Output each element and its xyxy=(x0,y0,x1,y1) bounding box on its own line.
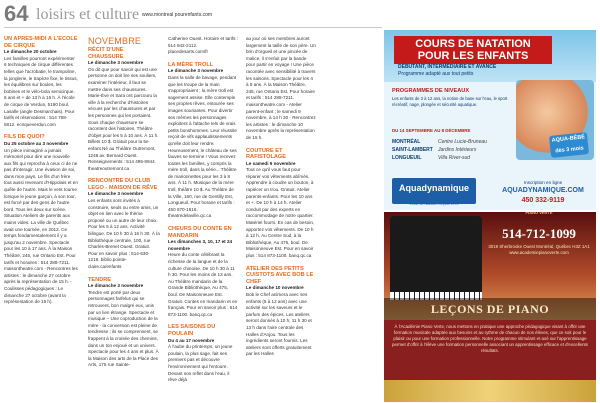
logo-tagline: École de natation Depuis 1978 xyxy=(409,202,459,206)
article-title: CHEURS DU CONTE EN MANDARIN xyxy=(168,226,232,239)
ad-program-title: PROGRAMMES DE NIVEAUX xyxy=(392,88,470,94)
ad-phone: 450 332-9119 xyxy=(521,197,565,204)
article-fils-de-quoi xyxy=(4,134,78,305)
section-title: loisirs et culture xyxy=(36,6,140,23)
decorative-band xyxy=(384,380,596,402)
piano-icon xyxy=(390,216,482,298)
article-body: À l'aube du printemps, un jeune poulain, la plus sage, fait ses premiers pas et découvre l'environnement qui l'entoure. Devant son reflet dans l'eau, il rêve déjà xyxy=(168,344,233,383)
article-date: Le dimanche 10 novembre xyxy=(246,285,304,291)
article-body: Les enfants sont invités à construire, seuls ou entre amis, un objet en lien avec le thème proposé ou un autre de leur choix. Pour les 5 à 12 ans. Activité bilingue. De 10 h 30 à 16 h 30. À la Bibliothèque centrale, 100, rue Charles-Brenet Ouest. Gratuit. Pour en savoir plus : 514-630-1218. biblio.pointe-claire.ca/enfants xyxy=(88,198,160,269)
article-date: Le samedi 9 novembre xyxy=(246,160,296,166)
ad-address: 3019 Sherbrooke Ouest Montréal, Québec H3Z 1A1 www.academiepianoverte.com xyxy=(488,244,590,255)
article-cirque xyxy=(4,36,78,128)
ad-title: COURS DE NATATION POUR LES ENFANTS xyxy=(394,36,552,64)
article-date: Le dimanche 3 novembre xyxy=(88,60,144,66)
ad-brand: PIANO VERTE xyxy=(525,212,553,215)
article-petits-cuistots xyxy=(246,266,316,358)
article-title: FILS DE QUOI? xyxy=(4,134,45,141)
article-date: Le dimanche 3 novembre xyxy=(88,191,144,197)
month-heading: NOVEMBRE xyxy=(88,36,142,46)
ad-dates: DU 14 SEPTEMBRE AU 8 DÉCEMBRE xyxy=(392,128,471,133)
location-city: MONTRÉAL xyxy=(392,139,421,145)
article-body: Catherine Ouest. Horaire et tarifs : 514 842-2112. placedesarts.com/fr xyxy=(168,36,238,55)
aqua-bebe-badge: AQUA-BÉBÉ dès 3 mois xyxy=(549,132,589,158)
article-saisons-poulain xyxy=(168,324,238,383)
article-body: On dit que pour savoir qui est une personne on doit lire ses souliers, examiner l'intérieur, il faut se mettre dans ses chaussures. Marie-Ève et Sara ont parcouru la ville à la recherche d'histoires vécues par les chaussures et par les personnes qui les portaient. Sous chaque chaussure se racontent des histoires. Théâtre d'objet pour les 5 à 10 ans. À 11 h. Billets 10 $. Gratuit pour la 5e enfant.Né au Théâtre Outremont, 1248 av. Bernard Ouest. Renseignements : 514 495-9944. theatreoutremont.ca xyxy=(88,66,159,171)
location-city: SAINT-LAMBERT xyxy=(392,147,433,153)
ad-subtitle: DÉBUTANT, INTERMÉDIAIRE ET AVANCÉ xyxy=(398,64,497,70)
location-row xyxy=(392,146,512,154)
article-body: Un pièce inimaginé a jamais mémoriel pour dire une nouvelle aux fils qui reprocha à ceux ci de ne pas d'interagir. Une évasion de soi, dans mon pays. Le fils d'un frère tout aussi revenant d'Hippolais et en quête de l'autre. Mais le vent tourne lorsque le jeune garçon, à son tour, est forcé par des gens de l'autre bord. Tous les deux sur scène. Situation Ateliers de parents aux mains vides. La ville de Québec avait une tournée, en 2012. Ce temps fondamentalement il y a jusqu'au 2 novembre. Spectacle pour les 10 à 17 ans. À la Maison Théâtre, 245, rue Ontario Est. Pour tarifs et horaires : 514 288-7211. maisontheatre.com - Rencontres les artistes : le dimanche 27 octobre après la représentation de 15 h. - Coulisses pédagogiques : Le dimanche 27 octobre (avant la représentation de 15 h). xyxy=(4,147,78,305)
aquadynamique-logo: Aquadynamique xyxy=(392,178,476,204)
article-body: Dans la salle de bavage, pendant que les troupe de la main s'appropriaient ; la mère troll est sagement assise. Elle contemple ses propres rêves, entourée ses images souriantes. Pour divertir ses mêmes les personnages exploitent à l'attache tels de vrais petits bonshommes. Leur réussite reçoit de vifs applaudissements qu'elle doit leur rendre. Heureusement, le château de ses fauves se termine ! Vous recevez toutes les familles, y compris la mère troll, dans la série... Théâtre de marionnettes pour les 3 à 8 ans. À 11 h. Musique de la mère troll, théâtre 10 $. Au Théâtre de la Ville, 180, rue de Gentilly Est, Longueuil. Pour horaire et tarifs : 450 670-1616. theatredelaville.qc.ca xyxy=(168,74,237,219)
article-club-lego xyxy=(88,178,160,270)
inscription-label: Inscription en ligne xyxy=(523,180,563,185)
article-body: Heure du conte célébrant la richesse de la langue et de la culture chinoise. De 10 h 30 à 11 h 30. Pour les moins de 13 ans. Au Théâtre mandarin de la Grande Bibliothèque, Au 475, boul. De Maisonneuve Est. Gratuit. Contes en mandarin et en français. Pour en savoir plus : 514 873-1100. banq.qc.ca xyxy=(168,252,238,317)
article-title: RÉCIT D'UNE CHAUSSURE xyxy=(88,47,124,60)
page-number: 64 xyxy=(4,1,29,26)
article-title: TENDRE xyxy=(88,276,111,283)
page-header xyxy=(0,0,600,28)
ad-title: LEÇONS DE PIANO xyxy=(384,298,596,320)
article-date: Le dimanche 3 novembre xyxy=(168,68,224,74)
article-title: RENCONTRE DU CLUB LEGO - MAISON DE RÊVE xyxy=(88,178,158,191)
site-url[interactable]: www.montreal pourenfants.com xyxy=(142,12,213,18)
article-body: Tout ce qu'il vous faut pour réparer vos vêtements abîmés. Apprendre à coudre un bouton, à rapiécer un trou. Gratuit. Atelier parents-enfants. Pour les 10 ans et +. De 10 h à 14 h. Atelier conduit par des experts en raccommodage de notre quartier. Matériel fourni. En cas de besoin, apportez vos vêtements. De 10 h à 12 h. Au Centre Sud, à la Bibliothèque, Au 475, boul. De Maisonneuve Est. Pour en savoir plus : 514 873-1100. banq.qc.ca xyxy=(246,167,315,258)
location-row xyxy=(392,138,512,146)
article-title: COUTURE ET RAFISTOLAGE xyxy=(246,147,286,161)
ad-program-text: Les enfants de 3 à 12 ans, la notion de base sur l'eau, le sport récréatif, nage, plongée et sécurité aquatique. xyxy=(392,96,508,107)
article-date: Les dimanches 3, 10, 17 et 24 novembre xyxy=(168,239,233,251)
article-recit-chaussure xyxy=(88,47,160,172)
article-tendre xyxy=(88,277,160,369)
column-2 xyxy=(88,36,160,401)
article-date: Du 4 au 17 novembre xyxy=(168,337,215,343)
article-title: ATELIER DES PETITS CUISTOTS AVEC BOB LE CHEF xyxy=(246,265,314,285)
location-place: Jardins Intérieurs xyxy=(438,147,477,153)
article-continuation xyxy=(168,36,238,56)
article-couture xyxy=(246,148,316,260)
article-mere-troll xyxy=(168,62,238,220)
article-date: Le dimanche 3 novembre xyxy=(88,283,144,289)
article-body: au jour où ses membres auront largement la taille de son père. Un brin d'orgueil et une pincée de malice, il s'enfuit par la bande pour partir en voyage ! Une pièce racontée avec sensibilité à travers les saisons. Spectacle pour les 4 à 8 ans. À la Maison Théâtre, 245, rue Ontario Est. Pour horaire et tarifs : 514 288-7211. maisontheatre.com - Atelier parent-enfant ; le samedi 9 novembre, à 14 h 30 - Rencontrez les artistes : le dimanche 10 novembre après la représentation de 15 h. xyxy=(246,36,316,140)
location-place: Centre Lucie-Bruneau xyxy=(438,139,487,145)
ad-locations xyxy=(392,138,512,162)
ad-url-link[interactable]: AQUADYNAMIQUE.COM xyxy=(502,187,584,194)
location-city: LONGUEUIL xyxy=(392,155,422,161)
ad-piano-lessons[interactable] xyxy=(384,212,596,402)
article-date: Du 25 octobre au 3 novembre xyxy=(4,140,69,146)
location-place: Villa River-sud xyxy=(438,155,471,161)
article-title: LA MÈRE TROLL xyxy=(168,61,214,68)
ad-phone: 514-712-1099 xyxy=(502,226,576,241)
article-title: LES SAISONS DU POULAIN xyxy=(168,324,216,337)
column-1 xyxy=(4,36,78,401)
article-body: Bob le Chef animera avec ses enfants (5 à 12 ans) avec une activité sur les saveurs et le parfum des épices. Les ateliers seront donnés à 10 h, 11 h 30 et 13 h dans l'aire centrale des Halles d'Anjou. Tous les ingrédients seront fournis. Les ateliers sont offerts gratuitement par les Halles xyxy=(246,291,312,357)
ad-swimming-lessons[interactable] xyxy=(384,30,596,210)
article-continuation xyxy=(246,36,316,142)
location-row xyxy=(392,154,512,162)
column-3 xyxy=(168,36,238,401)
ad-text: À l'Académie Piano Verte, nous mettons en pratique une approche pédagogique visant à offrir une formation musicale adaptée aux besoins et au rythme de chacun de nos élèves, que ce soit pour le plaisir ou pour une formation professionnelle. Notre programme stimulant et axé sur l'apprentissage permet d'offrir à l'élève une formation personnelle associant un apprentissage efficace et d'excellents résultats. xyxy=(392,324,588,353)
column-4 xyxy=(246,36,316,401)
article-body: Tendre est porté par deux personnages farfelus qui se retrouvent, bon malgré eux, unis par un lien étrange. Spectacle et musique – Une coproduction de la mère - la conversion est pleine de tendresse ; ils se comprennent, se frappent à la croisée des chemins, dans un ton enjoué et un univers. Spectacle pour les 4 ans et plus. À la Maison des arts de la Place des Arts, 175 rue Sainte- xyxy=(88,289,159,368)
ad-subtitle-2: Programme adapté aux tout petits xyxy=(398,71,474,77)
article-title: UN APRÈS-MIDI À L'ÉCOLE DE CIRQUE xyxy=(4,36,78,49)
article-body: Les familles pourront expérimenter 6 techniques de cirque différentes telles que l'acrobatie, le trampoline, la jonglerie, le trapèze fixe, le tissus, les équilibres sur boules, les bobines et le vélo-bola semicirque. 6 ans et + de 13 h à 16 h. À l'école de cirque de Verdun, 5190 boul. Lasalle (angle Desmarchais). Pour tarifs et réservations : 514 768-5812. ecirqueverdun.com xyxy=(4,55,78,127)
header-divider xyxy=(4,27,382,28)
article-conte-mandarin xyxy=(168,226,238,318)
article-date: Le dimanche 20 octobre xyxy=(4,49,57,55)
